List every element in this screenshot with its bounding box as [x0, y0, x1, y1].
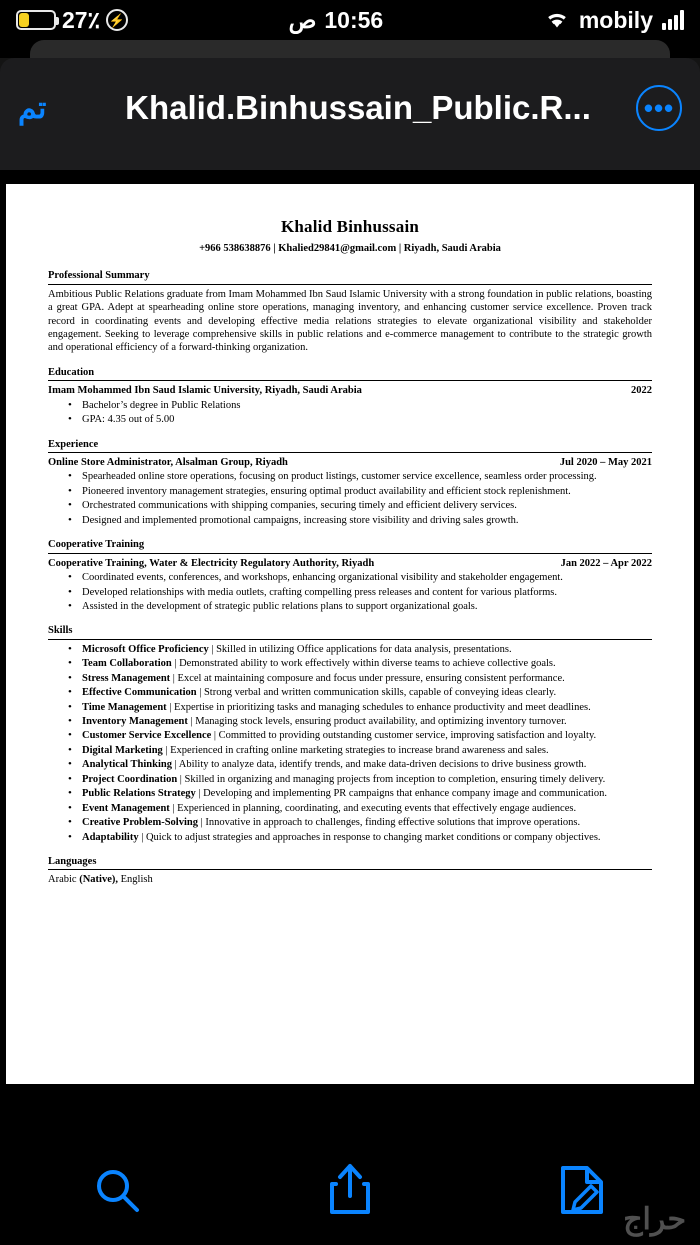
section-heading-languages: Languages [48, 855, 652, 870]
cooperative-training-bullets [48, 571, 652, 613]
skill-name: Team Collaboration [82, 658, 172, 670]
skill-name: Inventory Management [82, 716, 188, 727]
status-time-suffix: ص [288, 6, 317, 33]
languages-suffix: English [117, 874, 153, 886]
education-bullets [48, 399, 652, 427]
carrier-label: mobily [578, 6, 653, 33]
list-item: • Developed relationships with media outlets, crafting compelling press releases and content for various platforms. [82, 586, 652, 599]
status-right-group [544, 7, 684, 34]
skill-name: Creative Problem-Solving [82, 817, 198, 829]
cv-contact-line: +966 538638876 | Khalied29841@gmail.com | Riyadh, Saudi Arabia [199, 242, 501, 254]
section-heading-cooperative-training: Cooperative Training [48, 538, 652, 553]
navigation-bar-wrapper [0, 40, 700, 170]
experience-bullets [48, 470, 652, 527]
skill-name: Microsoft Office Proficiency [82, 643, 209, 655]
education-entry-date: 2022 [631, 385, 652, 397]
list-item: • Coordinated events, conferences, and workshops, enhancing organizational visibility and stakeholder engagement. [82, 571, 652, 584]
experience-entry-title: Online Store Administrator, Alsalman Group, Riyadh [48, 457, 288, 468]
summary-text: Ambitious Public Relations graduate from Imam Mohammed Ibn Saud Islamic University with a strong foundation in public relations, boasting a great GPA. Adept at spearheading online store operations, managing inventory, and enhancing customer service excellence. Proven track record in coordinating events and developing effective media relations strategies to elevate organizational visibility and stakeholder engagement. Seeking to leverage comprehensive skills in public relations and e-commerce management to contribute to the strategic growth and operational efficiency of a forward-thinking organization. [48, 288, 652, 354]
list-item [82, 715, 652, 728]
search-button[interactable] [62, 1158, 172, 1228]
list-item [82, 773, 652, 786]
skill-name: Event Management [82, 802, 170, 814]
skill-name: Effective Communication [82, 687, 197, 699]
list-item [82, 802, 652, 815]
done-button[interactable]: تم [18, 91, 47, 125]
markup-button[interactable] [528, 1158, 638, 1228]
experience-entry-date: Jul 2020 – May 2021 [559, 457, 652, 468]
skill-desc: | Experienced in planning, coordinating, and executing events that effectively engage audiences. [172, 802, 577, 814]
skill-name: Project Coordination [82, 773, 178, 785]
document-page [6, 184, 694, 1084]
list-item [82, 787, 652, 800]
skill-desc: | Excel at maintaining composure and focus under pressure, ensuring consistent performance. [172, 672, 565, 684]
education-entry [48, 384, 652, 397]
list-item: • Assisted in the development of strategic public relations plans to support organizational goals. [82, 600, 652, 613]
skills-list [48, 643, 652, 844]
list-item: • Pioneered inventory management strategies, ensuring optimal product availability and efficient stock replenishment. [82, 485, 652, 498]
list-item: • Orchestrated communications with shipping companies, securing timely and efficient delivery services. [82, 499, 652, 512]
languages-prefix: Arabic [48, 874, 80, 886]
section-heading-experience: Experience [48, 438, 652, 453]
skill-desc: | Skilled in utilizing Office applications for data analysis, presentations. [211, 643, 512, 655]
skill-desc: | Ability to analyze data, identify trends, and make data-driven decisions to drive business growth. [174, 759, 587, 771]
page-title: Khalid.Binhussain_Public.R... [125, 89, 591, 126]
list-item [82, 816, 652, 829]
languages-text [48, 873, 652, 886]
skill-desc: | Experienced in crafting online marketing strategies to increase brand awareness and sales. [165, 744, 549, 756]
list-item: • GPA: 4.35 out of 5.00 [82, 413, 652, 426]
status-time-group [289, 7, 384, 34]
list-item [82, 672, 652, 685]
cv-name: Khalid Binhussain [280, 217, 420, 236]
list-item [82, 686, 652, 699]
cooperative-training-entry-date: Jan 2022 – Apr 2022 [560, 557, 652, 569]
markup-pen-icon [557, 1162, 609, 1223]
status-time: 10:56 [324, 6, 384, 33]
skill-desc: | Innovative in approach to challenges, finding effective solutions that improve operations. [200, 817, 581, 829]
list-item: • Spearheaded online store operations, focusing on product listings, customer service excellence, seamless order processing. [82, 470, 652, 483]
skill-name: Adaptability [82, 831, 139, 843]
list-item: • Designed and implemented promotional campaigns, increasing store visibility and driving sales growth. [82, 514, 652, 527]
skill-desc: | Quick to adjust strategies and approaches in response to changing market conditions or company objectives. [141, 831, 601, 843]
skill-desc: | Committed to providing outstanding customer service, improving satisfaction and loyalty. [213, 730, 597, 742]
education-entry-title: Imam Mohammed Ibn Saud Islamic University, Riyadh, Saudi Arabia [48, 385, 362, 397]
skill-name: Digital Marketing [82, 744, 163, 756]
skill-desc: | Strong verbal and written communication skills, capable of conveying ideas clearly. [199, 687, 557, 699]
watermark: حراج [623, 1203, 686, 1236]
list-item [82, 657, 652, 670]
experience-entry [48, 456, 652, 469]
share-icon [327, 1162, 373, 1223]
skill-name: Stress Management [82, 672, 171, 684]
list-item [82, 643, 652, 656]
bottom-toolbar [0, 1140, 700, 1245]
section-heading-summary: Professional Summary [48, 269, 652, 284]
status-left-group [16, 7, 128, 34]
section-heading-skills: Skills [48, 624, 652, 639]
skill-name: Public Relations Strategy [82, 788, 196, 800]
wifi-icon [544, 10, 570, 30]
charging-circle-icon: ⚡ [106, 9, 128, 31]
document-scroll-area[interactable] [0, 170, 700, 1110]
skill-desc: | Developing and implementing PR campaigns that enhance company image and communication. [198, 788, 607, 800]
battery-icon [16, 10, 56, 30]
skill-desc: | Skilled in organizing and managing projects from inception to completion, ensuring timely delivery. [179, 773, 606, 785]
sheet-peek [0, 40, 700, 58]
languages-bold: (Native), [79, 874, 118, 886]
more-options-button[interactable]: ••• [636, 85, 682, 131]
search-icon [91, 1164, 143, 1221]
section-heading-education: Education [48, 366, 652, 381]
navigation-bar [0, 58, 700, 158]
skill-desc: | Expertise in prioritizing tasks and managing schedules to enhance productivity and meet deadlines. [169, 701, 591, 713]
status-bar [0, 0, 700, 40]
battery-percent-label: 27٪ [62, 6, 100, 33]
skill-name: Customer Service Excellence [82, 730, 212, 742]
list-item: • Bachelor’s degree in Public Relations [82, 399, 652, 412]
skill-desc: | Demonstrated ability to work effectively within diverse teams to achieve collective goals. [174, 658, 556, 670]
signal-bars-icon [662, 10, 684, 30]
list-item [82, 701, 652, 714]
skill-name: Time Management [82, 701, 167, 713]
list-item [82, 744, 652, 757]
skill-name: Analytical Thinking [82, 759, 172, 771]
list-item [82, 758, 652, 771]
share-button[interactable] [295, 1158, 405, 1228]
list-item [82, 831, 652, 844]
cooperative-training-entry-title: Cooperative Training, Water & Electricity Regulatory Authority, Riyadh [48, 557, 375, 569]
cooperative-training-entry [48, 557, 652, 570]
skill-desc: | Managing stock levels, ensuring product availability, and optimizing inventory turnover. [190, 716, 567, 727]
list-item [82, 729, 652, 742]
